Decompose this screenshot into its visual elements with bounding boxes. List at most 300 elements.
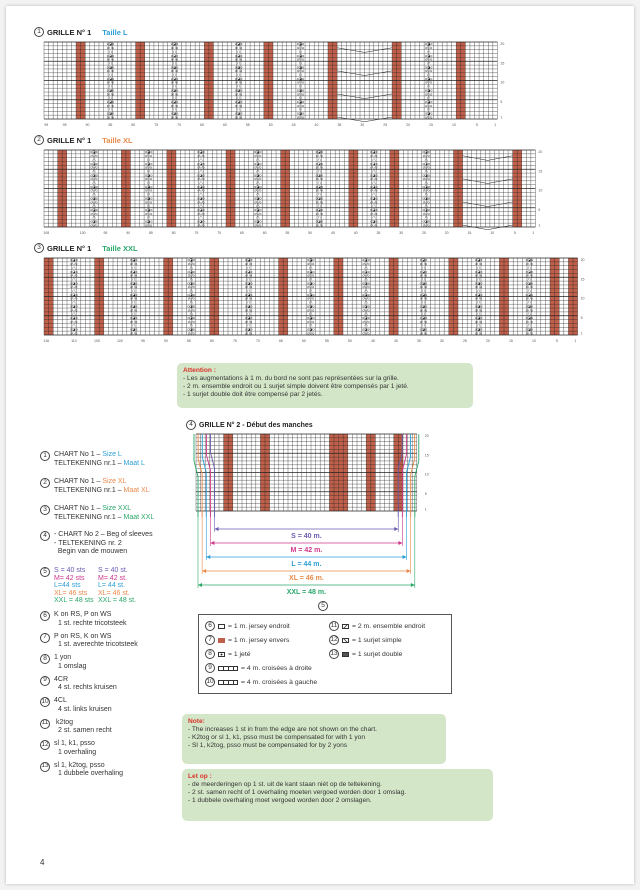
stitch-symbol: o◪o — [129, 281, 138, 286]
stitch-symbol: / \ — [247, 289, 251, 294]
x-tick-label: 10 — [451, 123, 456, 127]
stitch-symbol: / \ — [298, 96, 302, 101]
arrow-head-right — [398, 541, 402, 545]
stitch-symbol: o\ /o — [307, 296, 315, 301]
arrow-head-left — [198, 583, 202, 587]
knitting-chart-svg — [44, 150, 549, 237]
stitch-symbol: o\ /o — [235, 115, 243, 120]
stitch-symbol: o\ /o — [307, 319, 315, 324]
legend-number: 8 — [205, 649, 215, 659]
stitch-symbol: / \ — [108, 61, 112, 66]
symbol-legend — [198, 614, 452, 694]
stitch-symbol: / \ — [108, 49, 112, 54]
stitch-symbol: o\ /o — [315, 188, 323, 193]
stitch-symbol: o◪o — [370, 207, 378, 212]
x-tick-label: 45 — [330, 231, 335, 235]
legend-label: = 1 m. jersey endroit — [228, 622, 290, 630]
size-en: XXL = 48 sts — [54, 597, 94, 605]
x-tick-label: 5 — [475, 123, 478, 127]
sleeve-chart — [196, 434, 437, 596]
side-item-stitch — [40, 611, 126, 628]
stitch-symbol: o◪o — [106, 111, 115, 116]
stitch-symbol: o\ /o — [197, 154, 205, 159]
stitch-symbol: o◪o — [315, 184, 323, 189]
stitch-symbol: / \ — [372, 169, 376, 174]
stitch-symbol: o◪o — [362, 258, 370, 263]
stitch-symbol: / \ — [309, 289, 313, 294]
stitch-symbol: o\ /o — [425, 115, 433, 120]
side-text: CHART No 1 – — [54, 451, 103, 458]
stitch-symbol: o\ /o — [307, 273, 315, 278]
stitch-symbol: / \ — [189, 265, 193, 270]
stitch-symbol: o◪o — [525, 292, 534, 297]
stitch-symbol: o\ /o — [296, 80, 304, 85]
side-number: 12 — [40, 740, 50, 750]
stitch-symbol: o\ /o — [130, 296, 138, 301]
stitch-symbol: / \ — [247, 323, 251, 328]
stitch-symbol: o◪o — [144, 150, 153, 155]
stitch-symbol: / \ — [132, 289, 136, 294]
side-text: 1 yon — [54, 654, 72, 661]
stitch-symbol: / \ — [298, 84, 302, 89]
stitch-symbol: o\ /o — [245, 273, 253, 278]
stitch-symbol: o\ /o — [296, 92, 304, 97]
stitch-symbol: o\ /o — [171, 46, 179, 51]
y-tick-label: 20 — [424, 434, 429, 439]
size-nl: L= 44 st. — [98, 582, 126, 590]
stitch-symbol: o◪o — [90, 184, 98, 189]
stitch-symbol: o\ /o — [422, 211, 430, 216]
chart-3-number: 3 — [34, 243, 44, 253]
size-nl: XL= 46 st. — [98, 589, 130, 597]
sleeve-chart-title — [186, 420, 313, 430]
stitch-symbol: / \ — [422, 300, 425, 305]
x-tick-label: 40 — [353, 231, 358, 235]
stitch-symbol: o◪o — [315, 150, 323, 155]
stitch-symbol: / \ — [364, 300, 368, 305]
stitch-symbol: o◪o — [90, 173, 98, 178]
stitch-symbol: o◪o — [197, 184, 205, 189]
stitch-symbol: o◪o — [70, 304, 78, 309]
stitch-symbol: o\ /o — [422, 177, 430, 182]
stitch-symbol: o◪o — [244, 304, 253, 309]
legend-label: = 4 m. croisées à gauche — [241, 678, 318, 686]
stitch-symbol: o\ /o — [422, 154, 430, 159]
stitch-symbol: o\ /o — [362, 262, 370, 267]
stitch-symbol: o◪o — [234, 42, 243, 47]
stitch-symbol: o\ /o — [106, 69, 114, 74]
stitch-symbol: / \ — [92, 192, 96, 197]
stitch-symbol: o◪o — [197, 196, 205, 201]
side-text: 1 omslag — [58, 662, 87, 670]
x-tick-label: 40 — [314, 123, 319, 127]
x-tick-label: 55 — [285, 231, 290, 235]
y-tick-label: 10 — [538, 188, 543, 193]
stitch-symbol: / \ — [72, 300, 76, 305]
legend-label: = 1 surjet simple — [352, 636, 402, 644]
stitch-symbol: o\ /o — [254, 177, 262, 182]
stitch-symbol: o◪o — [474, 327, 483, 332]
stitch-symbol: o\ /o — [315, 154, 323, 159]
stitch-symbol: / \ — [256, 215, 260, 220]
yarn-over-icon — [218, 652, 225, 657]
stitch-symbol: / \ — [189, 277, 193, 282]
stitch-symbol: o\ /o — [362, 296, 370, 301]
stitch-symbol: o\ /o — [245, 285, 253, 290]
stitch-symbol: o◪o — [129, 292, 138, 297]
stitch-symbol: / \ — [72, 265, 76, 270]
stitch-symbol: o\ /o — [315, 165, 323, 170]
stitch-symbol: o\ /o — [362, 331, 370, 336]
y-tick-label: 5 — [500, 99, 503, 104]
y-tick-label: 20 — [538, 150, 543, 155]
stitch-symbol: o\ /o — [254, 188, 262, 193]
y-tick-label: 1 — [538, 223, 541, 228]
x-tick-label: 75 — [232, 339, 237, 343]
stitch-symbol: / \ — [422, 323, 425, 328]
x-tick-label: 5 — [513, 231, 516, 235]
stitch-symbol: o\ /o — [425, 46, 433, 51]
note-dutch — [182, 769, 493, 821]
chart-2-number: 2 — [34, 135, 44, 145]
arrow-head-right — [394, 527, 398, 531]
stitch-symbol: / \ — [237, 73, 241, 78]
stitch-symbol: o\ /o — [145, 177, 153, 182]
stitch-symbol: / \ — [173, 107, 177, 112]
stitch-symbol: o\ /o — [187, 331, 195, 336]
stitch-symbol: o◪o — [144, 161, 153, 166]
x-tick-label: 99 — [44, 123, 49, 127]
stitch-symbol: / \ — [92, 157, 96, 162]
chart-3-size: Taille XXL — [102, 243, 138, 253]
stitch-symbol: o◪o — [254, 207, 262, 212]
stitch-symbol: o\ /o — [425, 69, 433, 74]
size-en: M= 42 sts — [54, 574, 85, 582]
stitch-symbol: o\ /o — [235, 103, 243, 108]
y-tick-label: 10 — [424, 472, 429, 477]
stitch-symbol: / \ — [147, 204, 151, 209]
size-outline-right — [407, 434, 411, 517]
decrease-line — [463, 202, 513, 207]
size-en: L=44 sts — [54, 582, 81, 590]
stitch-symbol: / \ — [199, 157, 203, 162]
stitch-symbol: o◪o — [362, 327, 370, 332]
stitch-symbol: / \ — [199, 169, 203, 174]
stitch-symbol: / \ — [247, 312, 251, 317]
stitch-symbol: o\ /o — [171, 92, 179, 97]
stitch-symbol: o◪o — [370, 150, 378, 155]
stitch-symbol: o◪o — [307, 269, 315, 274]
x-tick-label: 80 — [209, 339, 214, 343]
side-item-stitch — [40, 740, 96, 757]
stitch-symbol: / \ — [424, 215, 428, 220]
stitch-symbol: / \ — [92, 204, 96, 209]
stitch-symbol: o◪o — [144, 219, 153, 224]
stitch-symbol: / \ — [147, 192, 151, 197]
x-tick-label: 110 — [71, 339, 77, 343]
x-tick-label: 90 — [85, 123, 90, 127]
stitch-symbol: o\ /o — [145, 223, 153, 228]
stitch-symbol: o◪o — [234, 88, 243, 93]
stitch-symbol: o◪o — [525, 327, 534, 332]
stitch-symbol: o\ /o — [106, 115, 114, 120]
stitch-symbol: / \ — [424, 169, 428, 174]
purl-stitch-icon — [218, 638, 225, 643]
y-tick-label: 15 — [580, 277, 585, 282]
x-tick-label: 60 — [222, 123, 227, 127]
side-item-stitch — [40, 719, 112, 736]
stitch-symbol: o\ /o — [90, 188, 98, 193]
chart-2-title — [34, 135, 133, 145]
stitch-symbol: o\ /o — [70, 285, 78, 290]
stitch-symbol: o\ /o — [425, 57, 433, 62]
x-tick-label: 5 — [555, 339, 558, 343]
stitch-symbol: / \ — [309, 312, 313, 317]
stitch-symbol: o\ /o — [245, 262, 253, 267]
stitch-symbol: / \ — [256, 169, 260, 174]
stitch-symbol: / \ — [427, 96, 431, 101]
x-tick-label: 95 — [103, 231, 108, 235]
side-text: 4CL — [54, 697, 67, 704]
stitch-symbol: o◪o — [170, 65, 179, 70]
stitch-symbol: o◪o — [197, 150, 205, 155]
stitch-symbol: / \ — [527, 323, 531, 328]
stitch-symbol: o◪o — [187, 281, 195, 286]
stitch-symbol: / \ — [147, 215, 151, 220]
stitch-symbol: o◪o — [106, 76, 115, 81]
stitch-symbol: o\ /o — [420, 296, 427, 301]
stitch-symbol: o◪o — [144, 184, 153, 189]
dimension-label: XXL = 48 m. — [286, 589, 327, 596]
stitch-symbol: / \ — [173, 96, 177, 101]
stitch-symbol: o◪o — [254, 161, 262, 166]
arrow-head-left — [215, 527, 219, 531]
side-item-chart1-L — [40, 451, 145, 468]
stitch-symbol: / \ — [256, 192, 260, 197]
stitch-symbol: o\ /o — [425, 103, 433, 108]
stitch-symbol: o◪o — [187, 327, 195, 332]
side-item-chart1-XL — [40, 478, 150, 495]
stitch-symbol: / \ — [422, 312, 425, 317]
stitch-symbol: o\ /o — [197, 165, 205, 170]
sleeve-chart-number: 4 — [186, 420, 196, 430]
stitch-symbol: / \ — [247, 300, 251, 305]
stitch-symbol: / \ — [132, 312, 136, 317]
stitch-symbol: o\ /o — [197, 200, 205, 205]
decrease-line — [463, 156, 513, 161]
chart-2-size: Taille XL — [102, 135, 133, 145]
stitch-symbol: o◪o — [70, 315, 78, 320]
note-english-line: - Sl 1, k2tog, psso must be compensated for by 2 yons — [188, 742, 348, 749]
stitch-symbol: / \ — [132, 300, 136, 305]
stitch-symbol: o\ /o — [197, 177, 205, 182]
stitch-symbol: o◪o — [296, 53, 305, 58]
side-item-stitch — [40, 676, 117, 693]
stitch-symbol: / \ — [189, 312, 193, 317]
x-tick-label: 116 — [43, 339, 50, 343]
side-text: Begin van de mouwen — [54, 548, 128, 555]
stitch-symbol: / \ — [237, 61, 241, 66]
stitch-symbol: o◪o — [244, 269, 253, 274]
stitch-symbol: o◪o — [474, 292, 483, 297]
stitch-symbol: o◪o — [254, 150, 262, 155]
side-number: 9 — [40, 676, 50, 686]
stitch-symbol: / \ — [147, 169, 151, 174]
stitch-symbol: o◪o — [425, 99, 433, 104]
stitch-symbol: / \ — [237, 96, 241, 101]
stitch-symbol: / \ — [364, 323, 368, 328]
legend-item-sk2p — [329, 649, 402, 659]
legend-item-ssk — [329, 635, 402, 645]
stitch-symbol: o◪o — [254, 184, 262, 189]
x-tick-label: 85 — [148, 231, 153, 235]
side-number: 3 — [40, 505, 50, 515]
stitch-symbol: / \ — [199, 192, 203, 197]
stitch-symbol: / \ — [372, 215, 376, 220]
arrow-head-right — [403, 555, 407, 559]
legend-number: 11 — [329, 621, 339, 631]
stitch-symbol: / \ — [298, 107, 302, 112]
stitch-symbol: / \ — [247, 265, 251, 270]
chart-3-grid — [44, 258, 592, 345]
x-tick-label: 55 — [324, 339, 329, 343]
size-nl: XXL = 48 st. — [98, 597, 137, 605]
stitch-symbol: o\ /o — [70, 308, 78, 313]
stitch-symbol: / \ — [237, 84, 241, 89]
stitch-symbol: o\ /o — [362, 319, 370, 324]
stitch-symbol: / \ — [108, 107, 112, 112]
stitch-symbol: / \ — [317, 215, 321, 220]
side-number: 8 — [40, 654, 50, 664]
side-size: Maat XXL — [123, 513, 155, 521]
stitch-symbol: / \ — [317, 181, 321, 186]
stitch-symbol: / \ — [527, 289, 531, 294]
stitch-symbol: o◪o — [315, 196, 323, 201]
x-tick-label: 95 — [140, 339, 145, 343]
stitch-symbol: o◪o — [254, 196, 262, 201]
stitch-symbol: o◪o — [307, 315, 315, 320]
attention-line: - Les augmentations à 1 m. du bord ne sont pas représentées sur la grille. — [183, 375, 399, 382]
stitch-symbol: o\ /o — [90, 200, 98, 205]
stitch-symbol: o\ /o — [235, 46, 243, 51]
grid-cells — [44, 258, 578, 335]
x-tick-label: 65 — [200, 123, 204, 127]
x-tick-label: 25 — [421, 231, 426, 235]
stitch-symbol: o\ /o — [130, 319, 138, 324]
stitch-symbol: o\ /o — [130, 273, 138, 278]
x-tick-label: 95 — [62, 123, 67, 127]
stitch-symbol: o\ /o — [90, 154, 98, 159]
x-tick-label: 100 — [79, 231, 86, 235]
stitch-symbol: o◪o — [307, 258, 315, 263]
stitch-symbol: / \ — [427, 49, 431, 54]
side-item-stitch — [40, 697, 112, 714]
stitch-symbol: o◪o — [106, 53, 115, 58]
side-size: Size XL — [102, 478, 127, 485]
stitch-symbol: / \ — [317, 157, 321, 162]
chart-1-grid — [44, 42, 511, 129]
note-dutch-line: - 1 dubbele overhaling moet vergoed worden door 2 omslagen. — [188, 797, 372, 804]
stitch-symbol: / \ — [256, 181, 260, 186]
x-tick-label: 50 — [308, 231, 313, 235]
x-tick-label: 60 — [301, 339, 306, 343]
stitch-symbol: o◪o — [425, 76, 433, 81]
arrow-head-right — [407, 569, 411, 573]
stitch-symbol: o◪o — [419, 327, 428, 332]
stitch-symbol: o◪o — [425, 88, 433, 93]
stitch-symbol: o◪o — [197, 207, 205, 212]
stitch-symbol: o\ /o — [70, 331, 78, 336]
x-tick-label: 30 — [399, 231, 404, 235]
legend-label: = 4 m. croisées à droite — [241, 664, 312, 672]
stitch-symbol: o◪o — [422, 207, 430, 212]
stitch-symbol: o◪o — [422, 161, 430, 166]
stitch-symbol: / \ — [372, 181, 376, 186]
grid-cells — [44, 150, 535, 230]
stitch-symbol: o\ /o — [525, 273, 533, 278]
knit-stitch-icon — [218, 624, 225, 629]
stitch-symbol: o\ /o — [171, 80, 179, 85]
side-text: TELTEKENING nr.1 – — [54, 513, 124, 521]
x-tick-label: 45 — [370, 339, 375, 343]
dimension-label: S = 40 m. — [291, 533, 322, 540]
x-tick-label: 105 — [93, 339, 100, 343]
legend-item-4cl — [205, 677, 317, 687]
side-text: - CHART No 2 – Beg of sleeves — [54, 531, 153, 538]
stitch-symbol: / \ — [309, 323, 313, 328]
y-tick-label: 1 — [500, 115, 503, 120]
stitch-symbol: o\ /o — [370, 154, 378, 159]
stitch-symbol: / \ — [173, 84, 177, 89]
note-dutch-heading: Let op : — [188, 773, 212, 780]
stitch-symbol: / \ — [72, 323, 76, 328]
stitch-symbol: / \ — [132, 323, 136, 328]
stitch-symbol: o◪o — [474, 315, 483, 320]
stitch-symbol: / \ — [477, 289, 481, 294]
size-nl: M= 42 st. — [98, 574, 127, 582]
stitch-symbol: o\ /o — [525, 308, 533, 313]
x-tick-label: 50 — [268, 123, 273, 127]
stitch-symbol: / \ — [424, 192, 428, 197]
stitch-symbol: o◪o — [419, 258, 428, 263]
x-tick-label: 55 — [245, 123, 250, 127]
y-tick-label: 20 — [500, 42, 505, 47]
x-tick-label: 85 — [108, 123, 113, 127]
y-tick-label: 5 — [424, 491, 427, 496]
stitch-symbol: / \ — [189, 300, 193, 305]
y-tick-label: 15 — [500, 61, 505, 66]
stitch-symbol: o\ /o — [145, 154, 153, 159]
stitch-symbol: o\ /o — [90, 177, 98, 182]
stitch-symbol: o◪o — [244, 292, 253, 297]
stitch-symbol: / \ — [298, 49, 302, 54]
stitch-symbol: o◪o — [170, 76, 179, 81]
stitch-symbol: o◪o — [197, 161, 205, 166]
stitch-symbol: o◪o — [234, 111, 243, 116]
stitch-symbol: o\ /o — [475, 331, 483, 336]
stitch-symbol: o\ /o — [420, 319, 427, 324]
side-text: 4 st. rechts kruisen — [58, 684, 117, 691]
size-nl: S = 40 st. — [98, 567, 128, 574]
stitch-symbol: o◪o — [70, 327, 78, 332]
stitch-symbol: o◪o — [315, 207, 323, 212]
stitch-symbol: o◪o — [525, 315, 534, 320]
stitch-symbol: o◪o — [370, 161, 378, 166]
side-text: TELTEKENING nr.1 – — [54, 486, 124, 494]
stitch-symbol: o\ /o — [420, 262, 427, 267]
x-tick-label: 35 — [337, 123, 342, 127]
stitch-symbol: o\ /o — [197, 211, 205, 216]
